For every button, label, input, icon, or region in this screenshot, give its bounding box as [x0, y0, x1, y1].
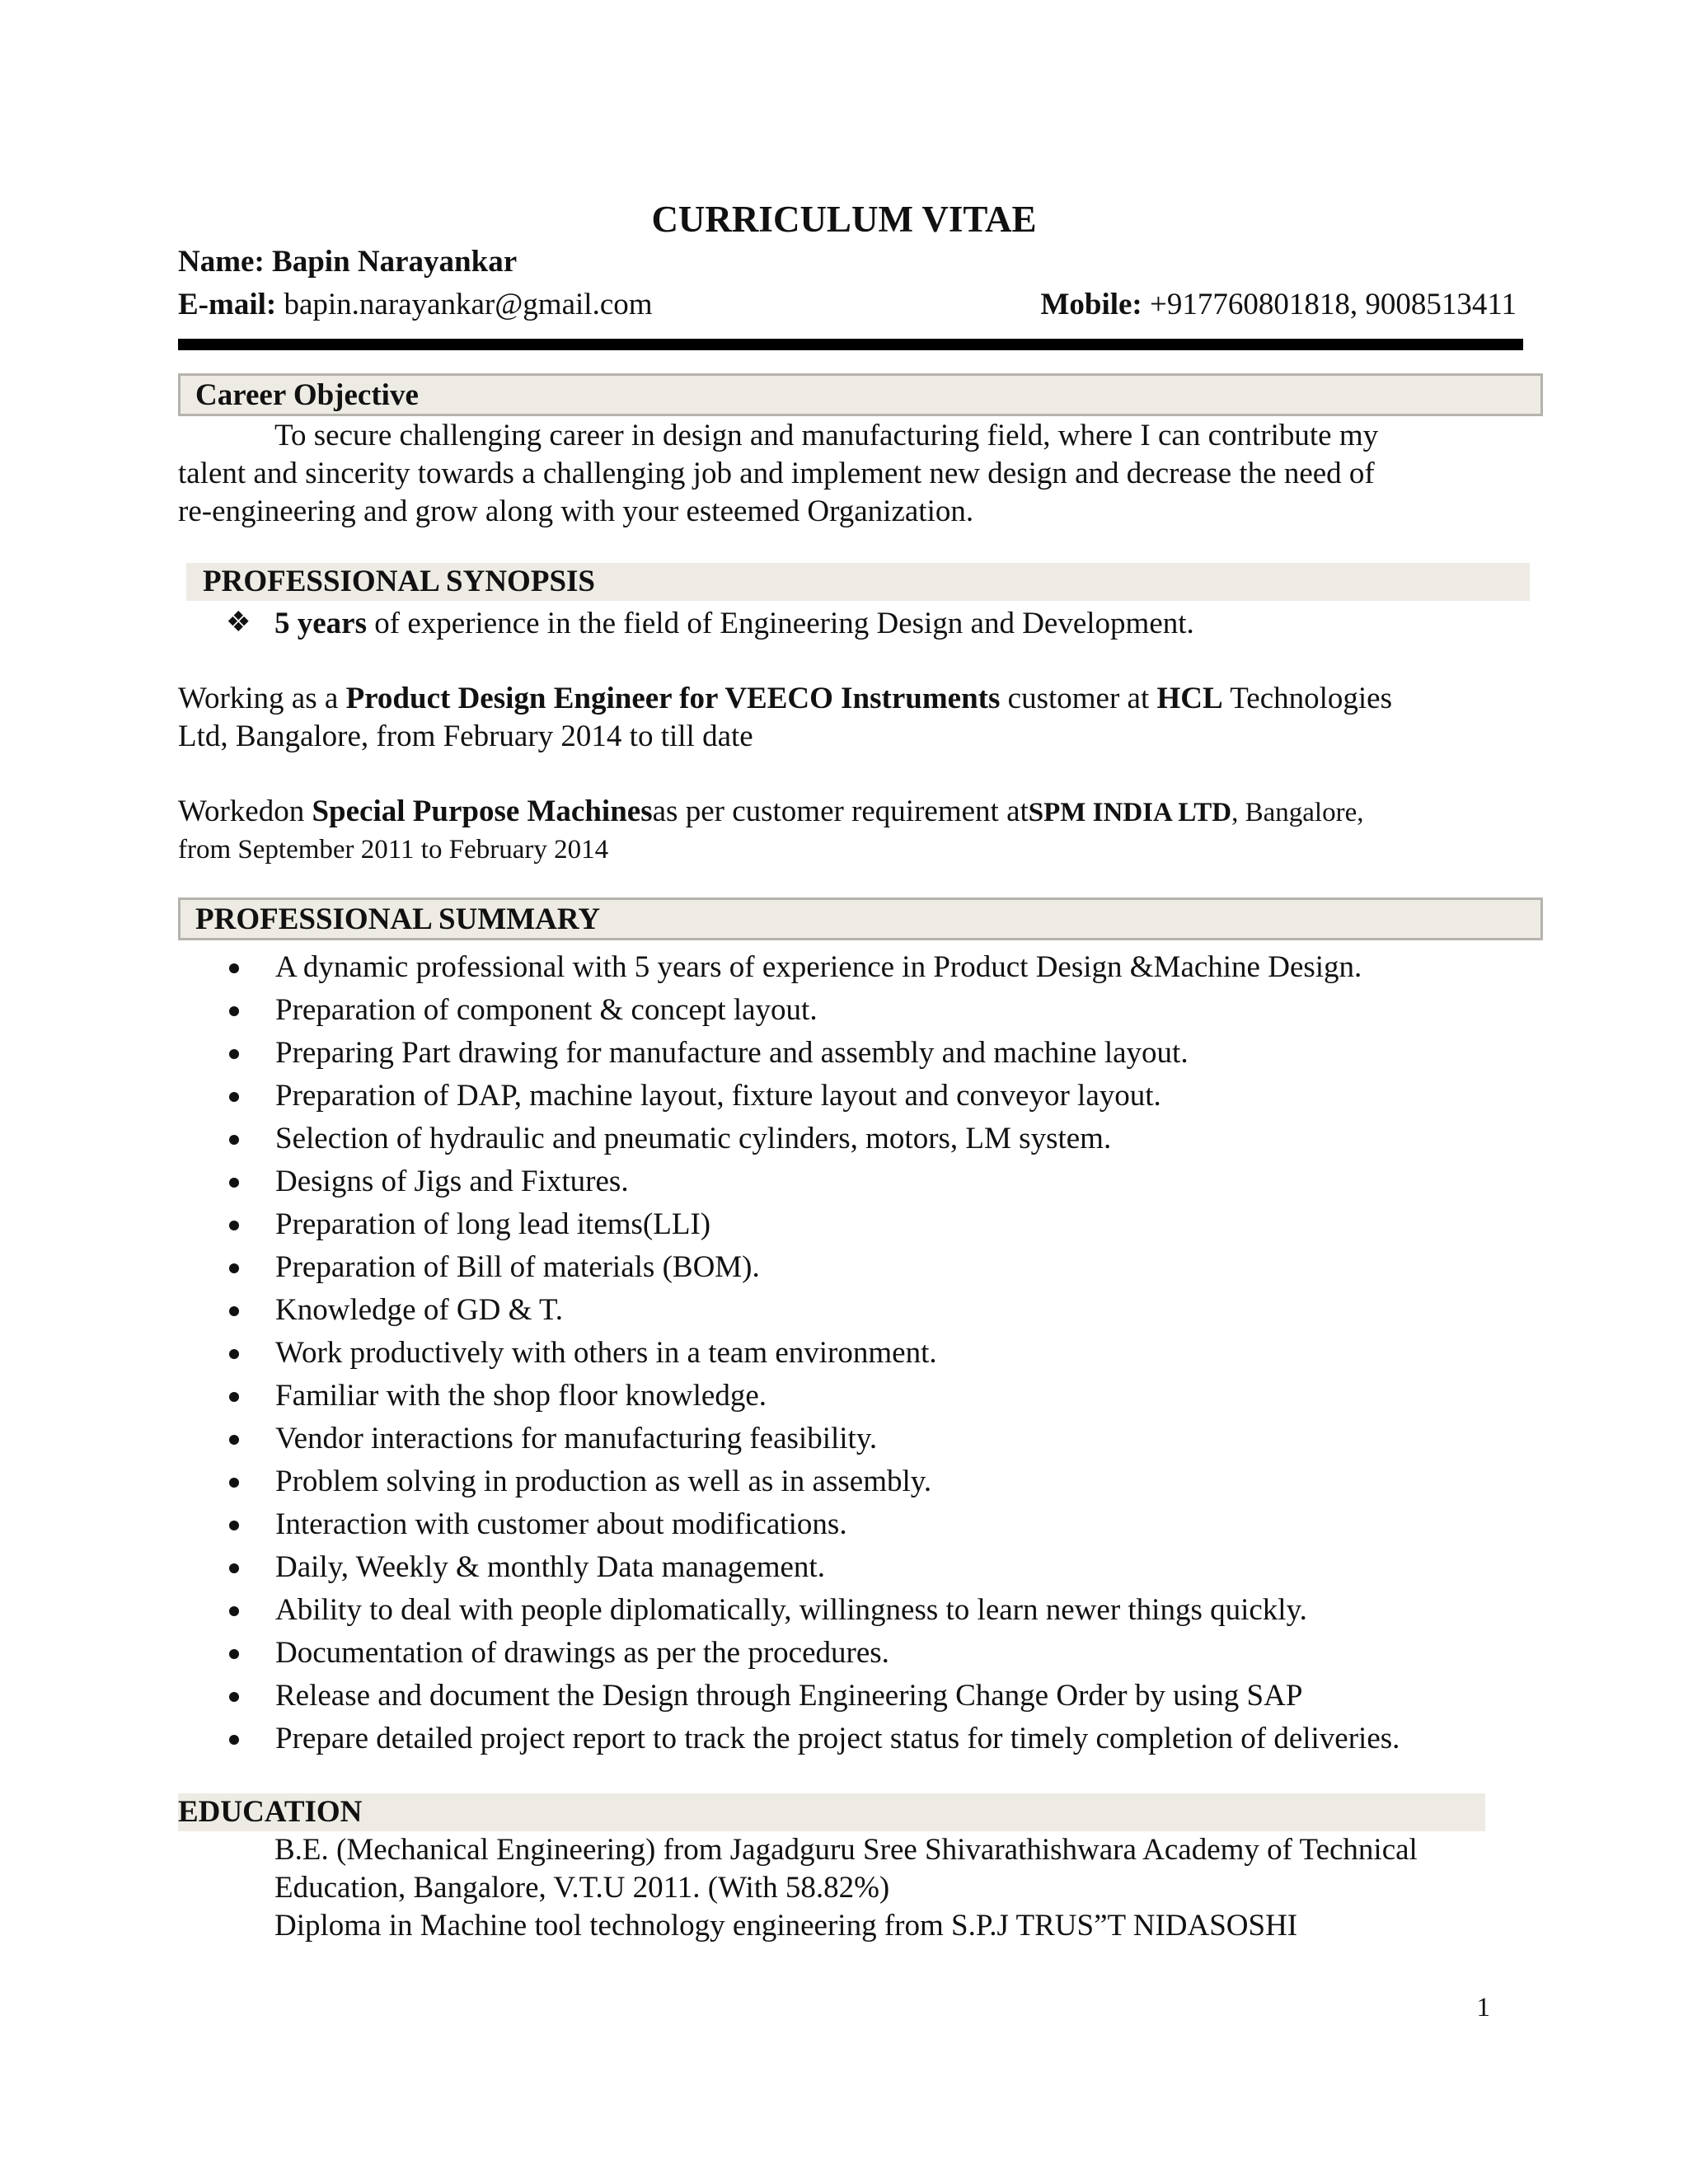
document-title: CURRICULUM VITAE: [651, 199, 1037, 240]
list-item: Interaction with customer about modifications.: [223, 1503, 1400, 1546]
mobile-value: +917760801818, 9008513411: [1142, 288, 1517, 321]
page-number: 1: [1476, 1993, 1490, 2022]
hcl-text-c: customer at: [1000, 682, 1157, 715]
education-line-2: Education, Bangalore, V.T.U 2011. (With 58.82%): [274, 1871, 890, 1905]
list-item: Knowledge of GD & T.: [223, 1289, 1400, 1332]
spm-text-c: as per customer requirement at: [652, 794, 1029, 828]
synopsis-hcl-line-2: Ltd, Bangalore, from February 2014 to till date: [178, 719, 753, 753]
synopsis-heading: PROFESSIONAL SYNOPSIS: [186, 563, 1530, 601]
candidate-name: Name: Bapin Narayankar: [178, 245, 518, 279]
list-item: Prepare detailed project report to track the project status for timely completion of deliveries.: [223, 1718, 1400, 1760]
synopsis-bullet: [274, 605, 1194, 643]
header-divider: [178, 339, 1523, 350]
list-item: Work productively with others in a team environment.: [223, 1332, 1400, 1375]
spm-text-a: Workedon: [178, 794, 312, 828]
objective-line-2: talent and sincerity towards a challenging job and implement new design and decrease the need of: [178, 457, 1375, 490]
hcl-text-e: Technologies: [1222, 682, 1392, 715]
education-line-3: Diploma in Machine tool technology engineering from S.P.J TRUS”T NIDASOSHI: [274, 1909, 1298, 1943]
spm-text-e: , Bangalore,: [1231, 798, 1364, 827]
synopsis-spm-line-2: from September 2011 to February 2014: [178, 835, 609, 865]
list-item: Daily, Weekly & monthly Data management.: [223, 1546, 1400, 1589]
summary-heading: PROFESSIONAL SUMMARY: [178, 898, 1543, 940]
list-item: A dynamic professional with 5 years of experience in Product Design &Machine Design.: [223, 946, 1400, 989]
objective-line-3: re-engineering and grow along with your esteemed Organization.: [178, 494, 974, 528]
education-line-1: B.E. (Mechanical Engineering) from Jagadguru Sree Shivarathishwara Academy of Technical: [274, 1833, 1418, 1867]
list-item: Preparation of component & concept layout.: [223, 989, 1400, 1032]
mobile-line: [1040, 287, 1517, 322]
list-item: Selection of hydraulic and pneumatic cylinders, motors, LM system.: [223, 1118, 1400, 1160]
email-value: bapin.narayankar@gmail.com: [276, 288, 653, 321]
list-item: Designs of Jigs and Fixtures.: [223, 1160, 1400, 1203]
email-line: [178, 287, 653, 322]
hcl-text-a: Working as a: [178, 682, 346, 715]
career-objective-heading: Career Objective: [178, 373, 1543, 416]
list-item: Preparation of long lead items(LLI): [223, 1203, 1400, 1246]
list-item: Preparation of Bill of materials (BOM).: [223, 1246, 1400, 1289]
synopsis-spm-line-1: [178, 793, 1363, 832]
list-item: Vendor interactions for manufacturing feasibility.: [223, 1418, 1400, 1460]
synopsis-bullet-bold: 5 years: [274, 607, 367, 640]
spm-role: Special Purpose Machines: [312, 794, 653, 828]
list-item: Preparing Part drawing for manufacture and assembly and machine layout.: [223, 1032, 1400, 1075]
diamond-bullet-icon: ❖: [226, 607, 251, 638]
mobile-label: Mobile:: [1040, 288, 1142, 321]
synopsis-bullet-text: of experience in the field of Engineering Design and Development.: [367, 607, 1194, 640]
list-item: Problem solving in production as well as in assembly.: [223, 1460, 1400, 1503]
list-item: Documentation of drawings as per the procedures.: [223, 1632, 1400, 1675]
list-item: Familiar with the shop floor knowledge.: [223, 1375, 1400, 1418]
list-item: Ability to deal with people diplomatically, willingness to learn newer things quickly.: [223, 1589, 1400, 1632]
email-label: E-mail:: [178, 288, 277, 321]
hcl-company: HCL: [1156, 682, 1223, 715]
synopsis-hcl-line-1: [178, 680, 1392, 718]
objective-line-1: To secure challenging career in design and manufacturing field, where I can contribute my: [274, 419, 1379, 452]
spm-company: SPM INDIA LTD: [1028, 798, 1232, 827]
education-heading: EDUCATION: [178, 1793, 1485, 1831]
list-item: Preparation of DAP, machine layout, fixture layout and conveyor layout.: [223, 1075, 1400, 1118]
hcl-role: Product Design Engineer for VEECO Instruments: [345, 682, 1001, 715]
list-item: Release and document the Design through Engineering Change Order by using SAP: [223, 1675, 1400, 1718]
summary-list: [223, 946, 1400, 1760]
